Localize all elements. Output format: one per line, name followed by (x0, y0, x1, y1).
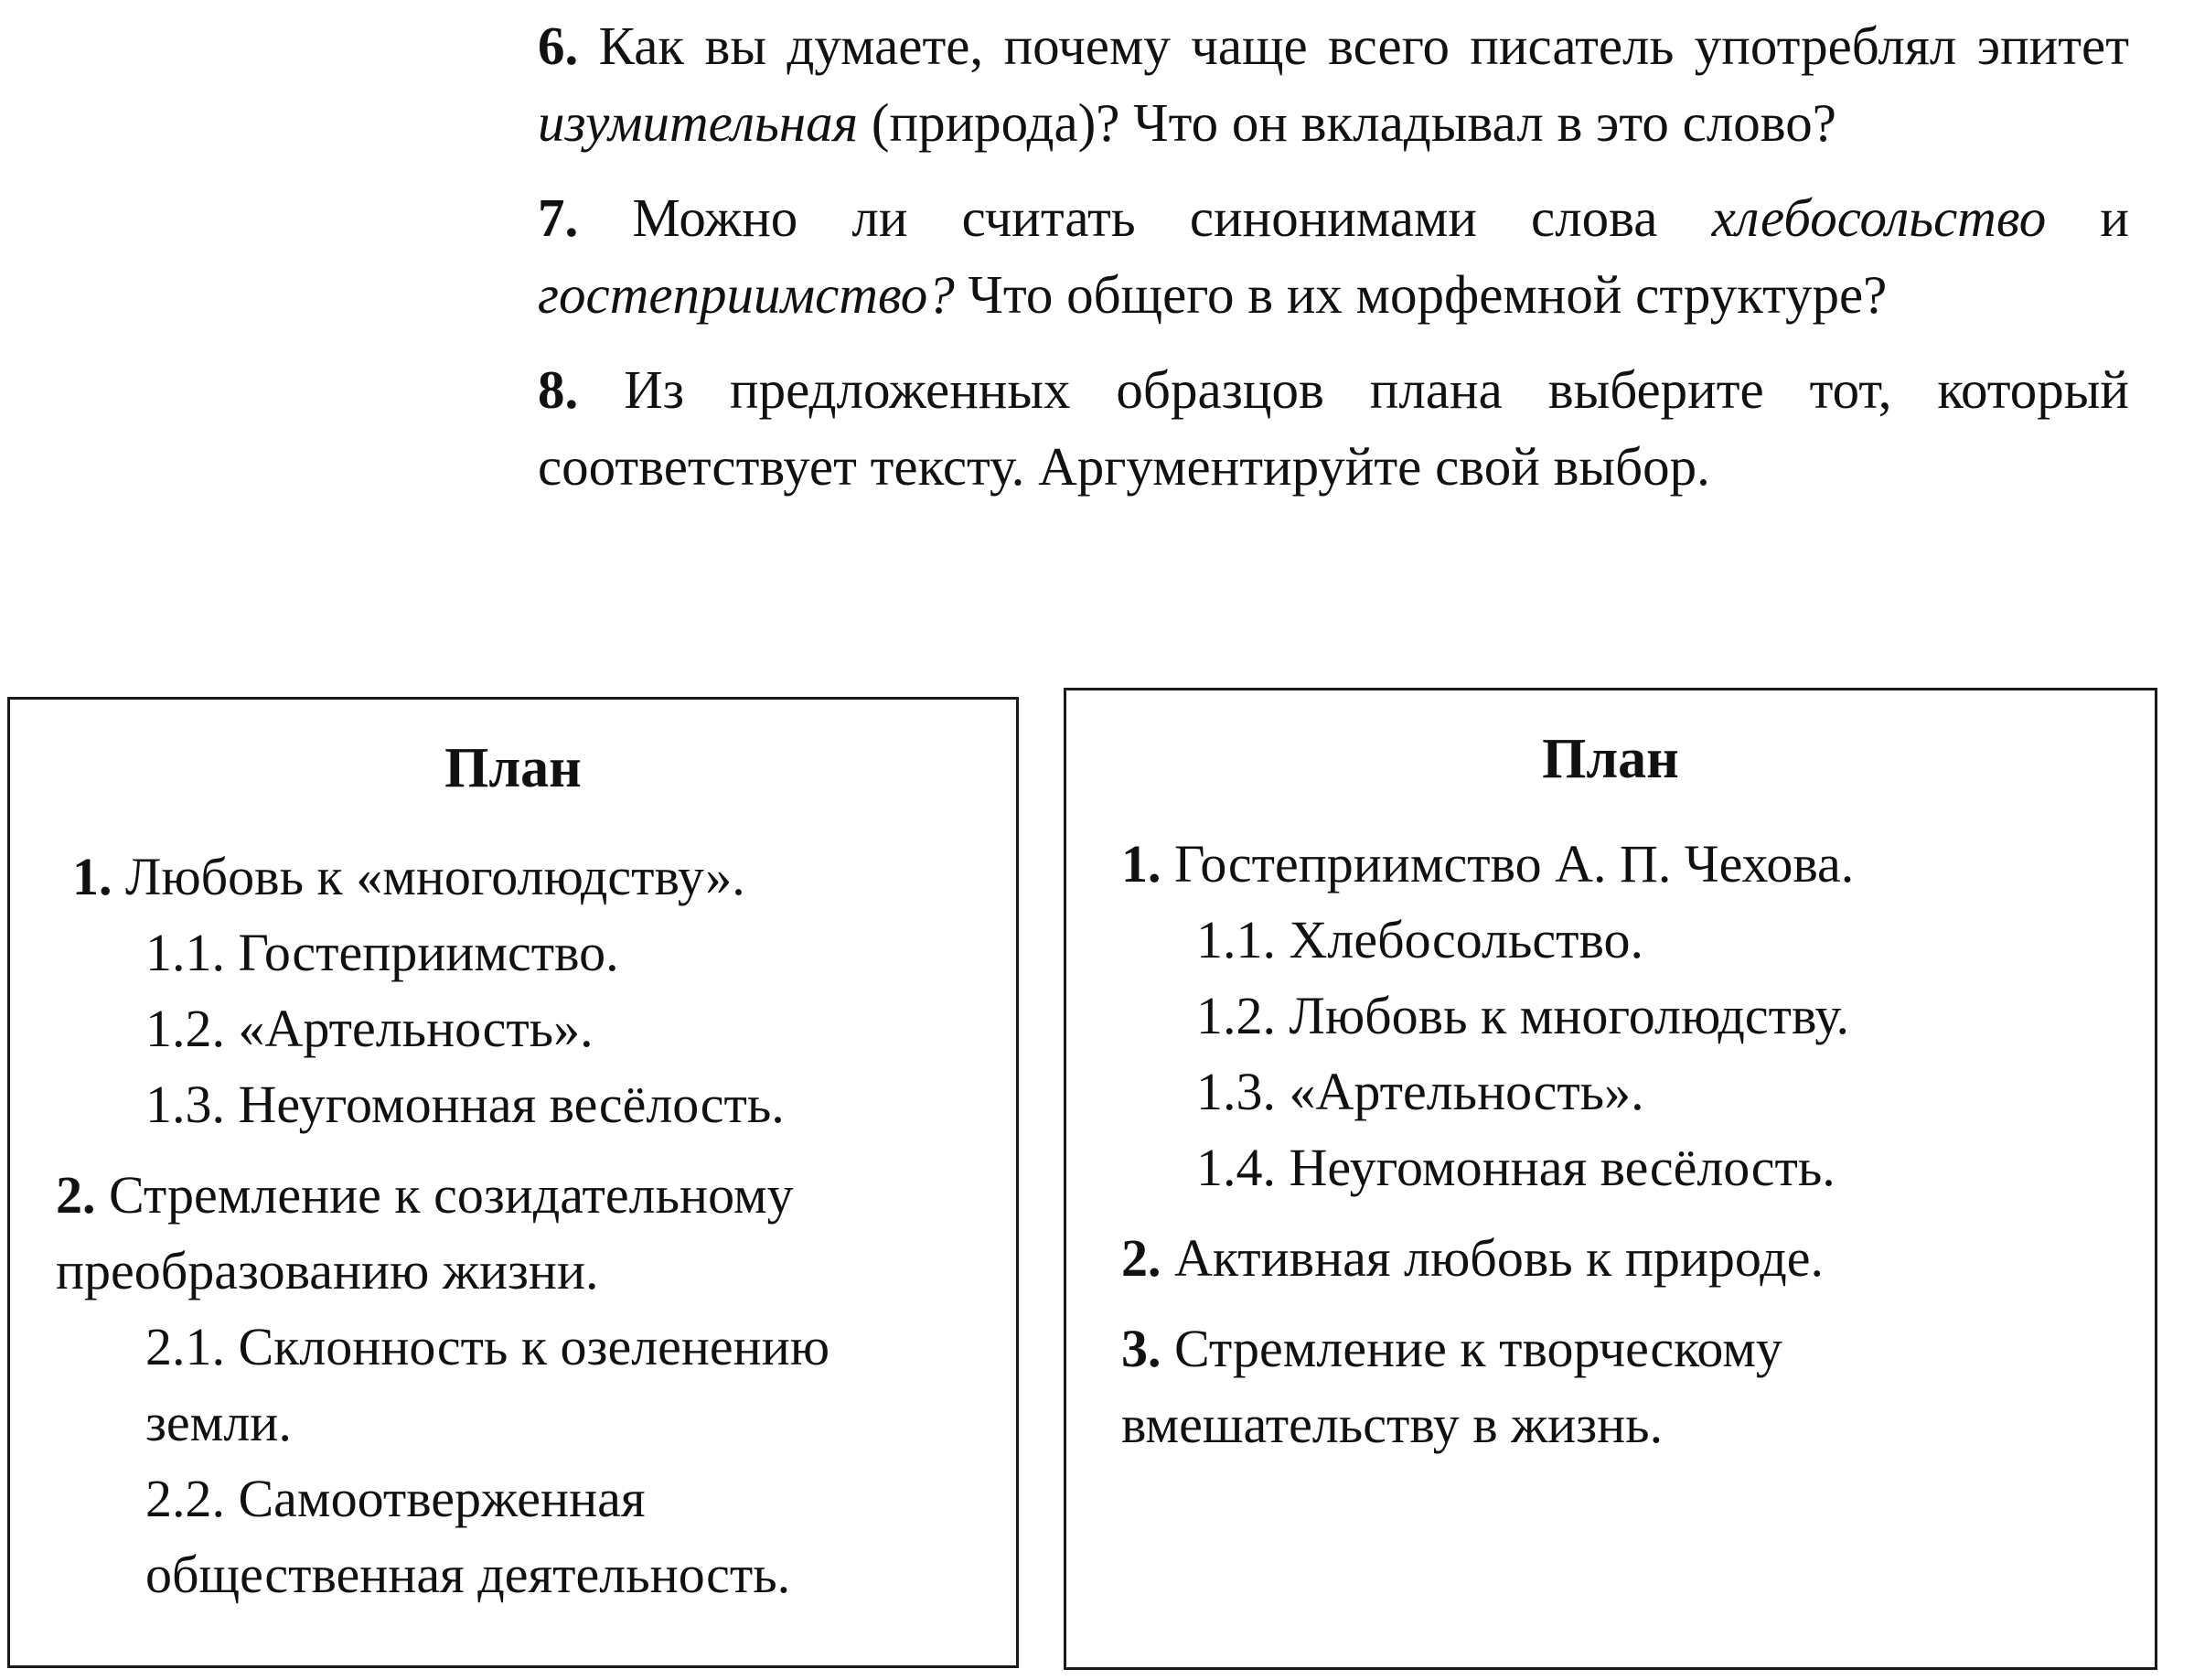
plan-item-number: 1.1. (145, 923, 225, 982)
plan-item-text: Склонность к озеленению земли. (145, 1317, 830, 1452)
plan-item-number: 2.1. (145, 1317, 225, 1376)
plan-item-number: 2. (56, 1165, 96, 1225)
question-number: 6. (538, 16, 579, 76)
plan-subitem (72, 990, 987, 1066)
plan-item (72, 839, 987, 915)
question-text: Как вы думаете, почему чаще всего писатель употреблял эпитет (578, 16, 2129, 76)
plan-item-number: 2.2. (145, 1469, 225, 1528)
plan-item-number: 1.4. (1196, 1138, 1276, 1197)
question-text: Из предложенных образцов плана выберите тот, который соответствует тексту. Аргументируйте свой выбор. (538, 359, 2129, 497)
plan-subitem (1121, 978, 2109, 1054)
question-8 (538, 351, 2129, 505)
plan-box-left (7, 697, 1019, 1668)
question-text: и (2046, 187, 2129, 248)
plan-item-text: Гостеприимство А. П. Чехова. (1161, 834, 1855, 894)
plan-subitem (72, 1309, 950, 1461)
plan-item-number: 1. (1121, 834, 1161, 894)
plan-subitem (72, 1461, 950, 1612)
plan-item-number: 1.1. (1196, 910, 1276, 969)
question-number: 8. (538, 359, 579, 420)
plan-item-number: 1.3. (145, 1075, 225, 1134)
question-text: (природа)? Что он вкладывал в это слово? (858, 92, 1836, 153)
plan-list (56, 839, 987, 1612)
plan-item-text: «Артельность». (1276, 1062, 1644, 1121)
plan-item-text: Самоотверженная общественная деятельность. (145, 1469, 791, 1604)
question-text: Что общего в их морфемной структуре? (954, 264, 1888, 325)
question-italic-term: гостеприимство? (538, 264, 955, 325)
question-italic-term: хлебосольство (1711, 187, 2047, 248)
plan-item-text: Любовь к многолюдству. (1276, 986, 1850, 1045)
plan-item (56, 1157, 934, 1309)
questions-section (538, 7, 2129, 523)
plan-item-number: 1.2. (145, 999, 225, 1058)
plan-subitem (72, 915, 987, 990)
plan-subitem (1121, 1129, 2109, 1205)
plan-item-number: 3. (1121, 1319, 1161, 1378)
plan-subitem (1121, 902, 2109, 978)
plan-item (1121, 1311, 1963, 1462)
plan-subitem (72, 1066, 987, 1142)
question-italic-term: изумительная (538, 92, 859, 153)
plan-item-text: Гостеприимство. (225, 923, 619, 982)
plan-item-text: Неугомонная весёлость. (225, 1075, 785, 1134)
plan-title: План (444, 737, 582, 799)
plan-item (1121, 1220, 2109, 1296)
plan-item-text: Стремление к созидательному преобразованию жизни. (56, 1165, 794, 1300)
question-number: 7. (538, 187, 579, 248)
plan-subitem (1121, 1054, 2109, 1129)
plan-item-text: Неугомонная весёлость. (1276, 1138, 1835, 1197)
plan-item-number: 1.2. (1196, 986, 1276, 1045)
plan-list (1121, 826, 2109, 1462)
question-7 (538, 179, 2129, 333)
plan-box-right (1064, 688, 2157, 1670)
plan-item-number: 2. (1121, 1228, 1161, 1288)
plan-item-text: Хлебосольство. (1276, 910, 1643, 969)
plan-item (1121, 826, 2109, 902)
plan-item-number: 1.3. (1196, 1062, 1276, 1121)
plan-item-text: Стремление к творческому вмешательству в жизнь. (1121, 1319, 1782, 1454)
plan-title: План (1542, 728, 1679, 790)
plan-item-text: Активная любовь к природе. (1161, 1228, 1824, 1288)
plan-item-text: «Артельность». (225, 999, 594, 1058)
plan-item-text: Любовь к «многолюдству». (112, 847, 745, 906)
question-text: Можно ли считать синонимами слова (578, 187, 1712, 248)
question-6 (538, 7, 2129, 161)
plan-item-number: 1. (72, 847, 112, 906)
